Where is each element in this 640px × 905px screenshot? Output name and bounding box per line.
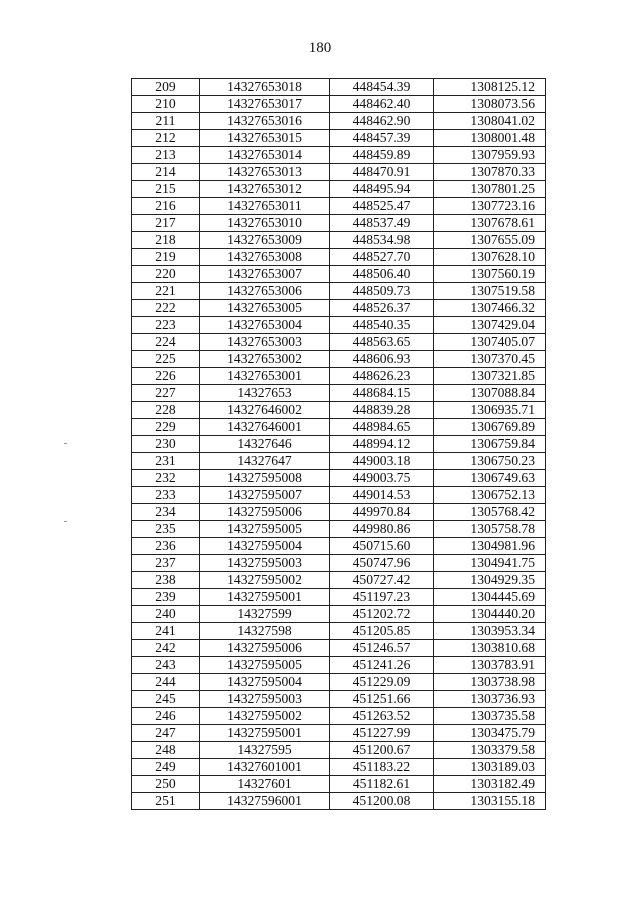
table-row bbox=[132, 368, 546, 385]
y-coordinate-cell: 1306935.71 bbox=[434, 402, 546, 419]
point-number-cell: 240 bbox=[132, 606, 200, 623]
point-id-cell: 14327595002 bbox=[200, 572, 330, 589]
point-number-cell: 225 bbox=[132, 351, 200, 368]
point-id-cell: 14327653004 bbox=[200, 317, 330, 334]
x-coordinate-cell: 448462.90 bbox=[330, 113, 434, 130]
point-id-cell: 14327647 bbox=[200, 453, 330, 470]
y-coordinate-cell: 1306749.63 bbox=[434, 470, 546, 487]
y-coordinate-cell: 1307959.93 bbox=[434, 147, 546, 164]
point-number-cell: 209 bbox=[132, 79, 200, 96]
table-row bbox=[132, 708, 546, 725]
point-number-cell: 223 bbox=[132, 317, 200, 334]
table-row bbox=[132, 300, 546, 317]
point-number-cell: 215 bbox=[132, 181, 200, 198]
point-id-cell: 14327653018 bbox=[200, 79, 330, 96]
point-number-cell: 232 bbox=[132, 470, 200, 487]
y-coordinate-cell: 1307560.19 bbox=[434, 266, 546, 283]
x-coordinate-cell: 448462.40 bbox=[330, 96, 434, 113]
x-coordinate-cell: 448540.35 bbox=[330, 317, 434, 334]
table-row bbox=[132, 657, 546, 674]
point-number-cell: 243 bbox=[132, 657, 200, 674]
page-number: 180 bbox=[308, 40, 332, 56]
point-number-cell: 218 bbox=[132, 232, 200, 249]
y-coordinate-cell: 1303189.03 bbox=[434, 759, 546, 776]
table-row bbox=[132, 572, 546, 589]
x-coordinate-cell: 451263.52 bbox=[330, 708, 434, 725]
x-coordinate-cell: 451197.23 bbox=[330, 589, 434, 606]
table-row bbox=[132, 470, 546, 487]
x-coordinate-cell: 448534.98 bbox=[330, 232, 434, 249]
y-coordinate-cell: 1308073.56 bbox=[434, 96, 546, 113]
x-coordinate-cell: 448457.39 bbox=[330, 130, 434, 147]
point-id-cell: 14327595004 bbox=[200, 674, 330, 691]
y-coordinate-cell: 1303379.58 bbox=[434, 742, 546, 759]
point-number-cell: 234 bbox=[132, 504, 200, 521]
table-row bbox=[132, 113, 546, 130]
point-id-cell: 14327653017 bbox=[200, 96, 330, 113]
point-number-cell: 227 bbox=[132, 385, 200, 402]
point-id-cell: 14327595003 bbox=[200, 555, 330, 572]
point-id-cell: 14327653008 bbox=[200, 249, 330, 266]
table-row bbox=[132, 215, 546, 232]
y-coordinate-cell: 1307519.58 bbox=[434, 283, 546, 300]
x-coordinate-cell: 451205.85 bbox=[330, 623, 434, 640]
point-number-cell: 228 bbox=[132, 402, 200, 419]
y-coordinate-cell: 1306759.84 bbox=[434, 436, 546, 453]
x-coordinate-cell: 450715.60 bbox=[330, 538, 434, 555]
y-coordinate-cell: 1303783.91 bbox=[434, 657, 546, 674]
point-number-cell: 239 bbox=[132, 589, 200, 606]
table-row bbox=[132, 419, 546, 436]
point-id-cell: 14327653016 bbox=[200, 113, 330, 130]
table-row bbox=[132, 538, 546, 555]
table-row bbox=[132, 266, 546, 283]
table-row bbox=[132, 164, 546, 181]
y-coordinate-cell: 1304941.75 bbox=[434, 555, 546, 572]
point-number-cell: 213 bbox=[132, 147, 200, 164]
x-coordinate-cell: 448495.94 bbox=[330, 181, 434, 198]
point-id-cell: 14327595001 bbox=[200, 725, 330, 742]
point-number-cell: 216 bbox=[132, 198, 200, 215]
table-row bbox=[132, 623, 546, 640]
table-row bbox=[132, 555, 546, 572]
table-row bbox=[132, 96, 546, 113]
x-coordinate-cell: 451246.57 bbox=[330, 640, 434, 657]
table-row bbox=[132, 691, 546, 708]
x-coordinate-cell: 451251.66 bbox=[330, 691, 434, 708]
y-coordinate-cell: 1303810.68 bbox=[434, 640, 546, 657]
point-number-cell: 210 bbox=[132, 96, 200, 113]
point-id-cell: 14327653014 bbox=[200, 147, 330, 164]
point-number-cell: 219 bbox=[132, 249, 200, 266]
x-coordinate-cell: 451202.72 bbox=[330, 606, 434, 623]
y-coordinate-cell: 1307655.09 bbox=[434, 232, 546, 249]
x-coordinate-cell: 449003.18 bbox=[330, 453, 434, 470]
x-coordinate-cell: 448684.15 bbox=[330, 385, 434, 402]
point-id-cell: 14327653009 bbox=[200, 232, 330, 249]
x-coordinate-cell: 448509.73 bbox=[330, 283, 434, 300]
table-row bbox=[132, 181, 546, 198]
point-id-cell: 14327646001 bbox=[200, 419, 330, 436]
coordinates-table bbox=[131, 78, 546, 810]
y-coordinate-cell: 1303182.49 bbox=[434, 776, 546, 793]
point-id-cell: 14327653 bbox=[200, 385, 330, 402]
table-row bbox=[132, 521, 546, 538]
y-coordinate-cell: 1303155.18 bbox=[434, 793, 546, 810]
point-id-cell: 14327595002 bbox=[200, 708, 330, 725]
y-coordinate-cell: 1304929.35 bbox=[434, 572, 546, 589]
table-row bbox=[132, 793, 546, 810]
point-id-cell: 14327653013 bbox=[200, 164, 330, 181]
point-id-cell: 14327646002 bbox=[200, 402, 330, 419]
y-coordinate-cell: 1303475.79 bbox=[434, 725, 546, 742]
table-row bbox=[132, 640, 546, 657]
margin-mark bbox=[64, 443, 67, 444]
x-coordinate-cell: 448563.65 bbox=[330, 334, 434, 351]
point-number-cell: 237 bbox=[132, 555, 200, 572]
table-row bbox=[132, 232, 546, 249]
y-coordinate-cell: 1306750.23 bbox=[434, 453, 546, 470]
point-id-cell: 14327653011 bbox=[200, 198, 330, 215]
point-number-cell: 233 bbox=[132, 487, 200, 504]
table-row bbox=[132, 776, 546, 793]
x-coordinate-cell: 448527.70 bbox=[330, 249, 434, 266]
x-coordinate-cell: 451200.67 bbox=[330, 742, 434, 759]
x-coordinate-cell: 451200.08 bbox=[330, 793, 434, 810]
point-id-cell: 14327595 bbox=[200, 742, 330, 759]
x-coordinate-cell: 448537.49 bbox=[330, 215, 434, 232]
point-id-cell: 14327595005 bbox=[200, 521, 330, 538]
x-coordinate-cell: 448470.91 bbox=[330, 164, 434, 181]
point-id-cell: 14327653006 bbox=[200, 283, 330, 300]
table-row bbox=[132, 674, 546, 691]
table-row bbox=[132, 283, 546, 300]
y-coordinate-cell: 1308041.02 bbox=[434, 113, 546, 130]
x-coordinate-cell: 449970.84 bbox=[330, 504, 434, 521]
point-number-cell: 231 bbox=[132, 453, 200, 470]
y-coordinate-cell: 1306752.13 bbox=[434, 487, 546, 504]
x-coordinate-cell: 448994.12 bbox=[330, 436, 434, 453]
point-number-cell: 241 bbox=[132, 623, 200, 640]
x-coordinate-cell: 448525.47 bbox=[330, 198, 434, 215]
table-row bbox=[132, 385, 546, 402]
point-id-cell: 14327653003 bbox=[200, 334, 330, 351]
point-number-cell: 238 bbox=[132, 572, 200, 589]
x-coordinate-cell: 451229.09 bbox=[330, 674, 434, 691]
point-number-cell: 217 bbox=[132, 215, 200, 232]
point-id-cell: 14327595007 bbox=[200, 487, 330, 504]
point-number-cell: 226 bbox=[132, 368, 200, 385]
point-number-cell: 230 bbox=[132, 436, 200, 453]
point-id-cell: 14327653007 bbox=[200, 266, 330, 283]
x-coordinate-cell: 448526.37 bbox=[330, 300, 434, 317]
x-coordinate-cell: 448454.39 bbox=[330, 79, 434, 96]
point-number-cell: 212 bbox=[132, 130, 200, 147]
table-row bbox=[132, 402, 546, 419]
point-number-cell: 251 bbox=[132, 793, 200, 810]
point-id-cell: 14327595005 bbox=[200, 657, 330, 674]
table-row bbox=[132, 334, 546, 351]
x-coordinate-cell: 451183.22 bbox=[330, 759, 434, 776]
y-coordinate-cell: 1307870.33 bbox=[434, 164, 546, 181]
table-row bbox=[132, 436, 546, 453]
y-coordinate-cell: 1307321.85 bbox=[434, 368, 546, 385]
table-row bbox=[132, 487, 546, 504]
table-row bbox=[132, 249, 546, 266]
y-coordinate-cell: 1307466.32 bbox=[434, 300, 546, 317]
point-id-cell: 14327595003 bbox=[200, 691, 330, 708]
table-row bbox=[132, 79, 546, 96]
point-number-cell: 220 bbox=[132, 266, 200, 283]
point-number-cell: 229 bbox=[132, 419, 200, 436]
y-coordinate-cell: 1308001.48 bbox=[434, 130, 546, 147]
point-number-cell: 242 bbox=[132, 640, 200, 657]
point-id-cell: 14327599 bbox=[200, 606, 330, 623]
point-id-cell: 14327595001 bbox=[200, 589, 330, 606]
table-row bbox=[132, 504, 546, 521]
table-row bbox=[132, 742, 546, 759]
y-coordinate-cell: 1307801.25 bbox=[434, 181, 546, 198]
point-id-cell: 14327653010 bbox=[200, 215, 330, 232]
x-coordinate-cell: 448459.89 bbox=[330, 147, 434, 164]
point-number-cell: 211 bbox=[132, 113, 200, 130]
x-coordinate-cell: 449014.53 bbox=[330, 487, 434, 504]
point-id-cell: 14327595004 bbox=[200, 538, 330, 555]
table-row bbox=[132, 198, 546, 215]
y-coordinate-cell: 1307429.04 bbox=[434, 317, 546, 334]
point-number-cell: 222 bbox=[132, 300, 200, 317]
y-coordinate-cell: 1303735.58 bbox=[434, 708, 546, 725]
point-number-cell: 248 bbox=[132, 742, 200, 759]
point-id-cell: 14327595006 bbox=[200, 640, 330, 657]
table-body bbox=[132, 79, 546, 810]
point-id-cell: 14327653015 bbox=[200, 130, 330, 147]
y-coordinate-cell: 1303736.93 bbox=[434, 691, 546, 708]
x-coordinate-cell: 448984.65 bbox=[330, 419, 434, 436]
y-coordinate-cell: 1307088.84 bbox=[434, 385, 546, 402]
table-row bbox=[132, 759, 546, 776]
point-number-cell: 245 bbox=[132, 691, 200, 708]
y-coordinate-cell: 1303738.98 bbox=[434, 674, 546, 691]
y-coordinate-cell: 1304981.96 bbox=[434, 538, 546, 555]
point-id-cell: 14327653001 bbox=[200, 368, 330, 385]
point-id-cell: 14327653005 bbox=[200, 300, 330, 317]
point-number-cell: 221 bbox=[132, 283, 200, 300]
point-id-cell: 14327653012 bbox=[200, 181, 330, 198]
point-id-cell: 14327646 bbox=[200, 436, 330, 453]
point-number-cell: 235 bbox=[132, 521, 200, 538]
point-number-cell: 250 bbox=[132, 776, 200, 793]
y-coordinate-cell: 1306769.89 bbox=[434, 419, 546, 436]
y-coordinate-cell: 1307723.16 bbox=[434, 198, 546, 215]
y-coordinate-cell: 1304440.20 bbox=[434, 606, 546, 623]
point-number-cell: 244 bbox=[132, 674, 200, 691]
x-coordinate-cell: 449003.75 bbox=[330, 470, 434, 487]
y-coordinate-cell: 1308125.12 bbox=[434, 79, 546, 96]
point-id-cell: 14327598 bbox=[200, 623, 330, 640]
point-number-cell: 247 bbox=[132, 725, 200, 742]
y-coordinate-cell: 1305758.78 bbox=[434, 521, 546, 538]
point-number-cell: 236 bbox=[132, 538, 200, 555]
x-coordinate-cell: 449980.86 bbox=[330, 521, 434, 538]
point-number-cell: 224 bbox=[132, 334, 200, 351]
x-coordinate-cell: 451241.26 bbox=[330, 657, 434, 674]
y-coordinate-cell: 1307370.45 bbox=[434, 351, 546, 368]
x-coordinate-cell: 450727.42 bbox=[330, 572, 434, 589]
x-coordinate-cell: 451182.61 bbox=[330, 776, 434, 793]
table-row bbox=[132, 725, 546, 742]
x-coordinate-cell: 448606.93 bbox=[330, 351, 434, 368]
margin-mark bbox=[64, 521, 67, 522]
y-coordinate-cell: 1307405.07 bbox=[434, 334, 546, 351]
y-coordinate-cell: 1304445.69 bbox=[434, 589, 546, 606]
x-coordinate-cell: 451227.99 bbox=[330, 725, 434, 742]
table-row bbox=[132, 147, 546, 164]
table-row bbox=[132, 351, 546, 368]
point-id-cell: 14327653002 bbox=[200, 351, 330, 368]
table-row bbox=[132, 453, 546, 470]
point-number-cell: 214 bbox=[132, 164, 200, 181]
table-row bbox=[132, 589, 546, 606]
y-coordinate-cell: 1303953.34 bbox=[434, 623, 546, 640]
y-coordinate-cell: 1305768.42 bbox=[434, 504, 546, 521]
table-row bbox=[132, 130, 546, 147]
point-id-cell: 14327595008 bbox=[200, 470, 330, 487]
point-id-cell: 14327601 bbox=[200, 776, 330, 793]
point-number-cell: 246 bbox=[132, 708, 200, 725]
x-coordinate-cell: 448506.40 bbox=[330, 266, 434, 283]
table-row bbox=[132, 317, 546, 334]
y-coordinate-cell: 1307678.61 bbox=[434, 215, 546, 232]
point-id-cell: 14327596001 bbox=[200, 793, 330, 810]
table-row bbox=[132, 606, 546, 623]
point-number-cell: 249 bbox=[132, 759, 200, 776]
y-coordinate-cell: 1307628.10 bbox=[434, 249, 546, 266]
x-coordinate-cell: 448626.23 bbox=[330, 368, 434, 385]
point-id-cell: 14327601001 bbox=[200, 759, 330, 776]
point-id-cell: 14327595006 bbox=[200, 504, 330, 521]
x-coordinate-cell: 448839.28 bbox=[330, 402, 434, 419]
x-coordinate-cell: 450747.96 bbox=[330, 555, 434, 572]
